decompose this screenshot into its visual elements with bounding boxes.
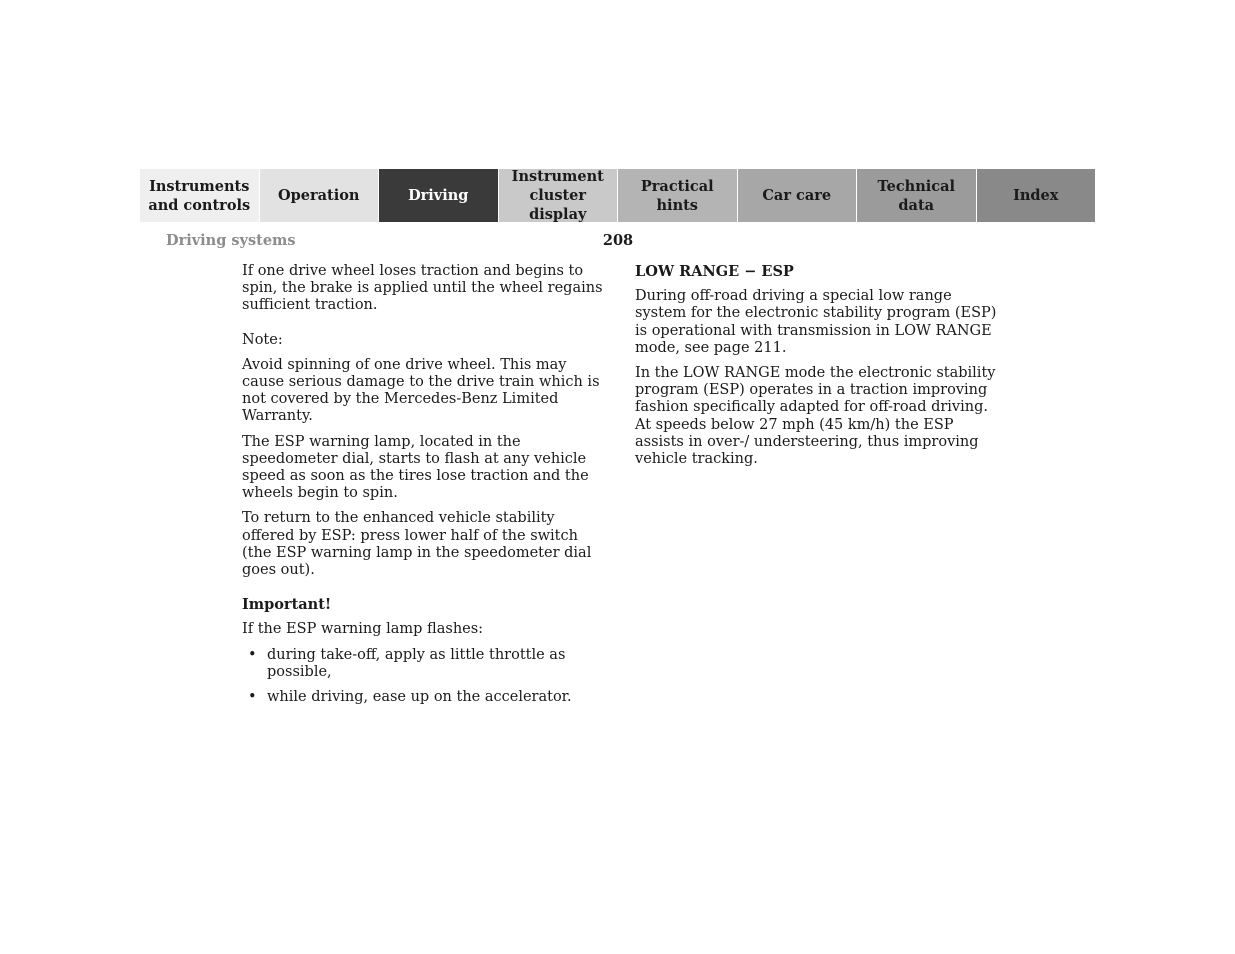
list-item-text: during take-off, apply as little throttle as possible,: [267, 646, 566, 680]
tab-instrument-cluster-display[interactable]: Instrument cluster display: [498, 169, 618, 222]
section-title: Driving systems: [166, 232, 296, 249]
note-text: Avoid spinning of one drive wheel. This may cause serious damage to the drive train which is not covered by the Mercedes-Benz Limited Warranty.: [242, 356, 600, 425]
tab-driving[interactable]: Driving: [378, 169, 498, 222]
tab-instruments-and-controls[interactable]: Instruments and controls: [140, 169, 259, 222]
paragraph: During off-road driving a special low range system for the electronic stability program (ESP) is operational with transmission in LOW RANGE mode, see page 211.: [635, 288, 997, 356]
section-tabs: [140, 169, 1095, 222]
section-heading: LOW RANGE − ESP: [635, 263, 794, 280]
list-item: [242, 647, 604, 681]
paragraph: To return to the enhanced vehicle stability offered by ESP: press lower half of the switch (the ESP warning lamp in the speedometer dial goes out).: [242, 510, 592, 579]
tab-operation[interactable]: Operation: [259, 169, 379, 222]
paragraph: If one drive wheel loses traction and begins to spin, the brake is applied until the wheel regains sufficient traction.: [242, 263, 603, 314]
bullet-icon: •: [248, 689, 257, 706]
right-column: [635, 263, 997, 476]
list-item: [242, 689, 604, 706]
tab-practical-hints[interactable]: Practical hints: [617, 169, 737, 222]
tab-index[interactable]: Index: [976, 169, 1096, 222]
left-column: [242, 263, 604, 714]
list-item-text: while driving, ease up on the accelerator.: [267, 689, 572, 706]
tab-car-care[interactable]: Car care: [737, 169, 857, 222]
note-label: Note:: [242, 331, 283, 348]
important-label: Important!: [242, 596, 332, 614]
important-intro: If the ESP warning lamp flashes:: [242, 621, 484, 638]
bullet-list: [242, 647, 604, 707]
page-number: 208: [602, 232, 634, 249]
paragraph: In the LOW RANGE mode the electronic stability program (ESP) operates in a traction improving fashion specifically adapted for off-road driving. At speeds below 27 mph (45 km/h) the ESP assists in over-/ understeering, thus improving vehicle tracking.: [635, 365, 996, 468]
bullet-icon: •: [248, 646, 257, 663]
tab-technical-data[interactable]: Technical data: [856, 169, 976, 222]
paragraph: The ESP warning lamp, located in the speedometer dial, starts to flash at any vehicle speed as soon as the tires lose traction and the wheels begin to spin.: [242, 433, 589, 502]
